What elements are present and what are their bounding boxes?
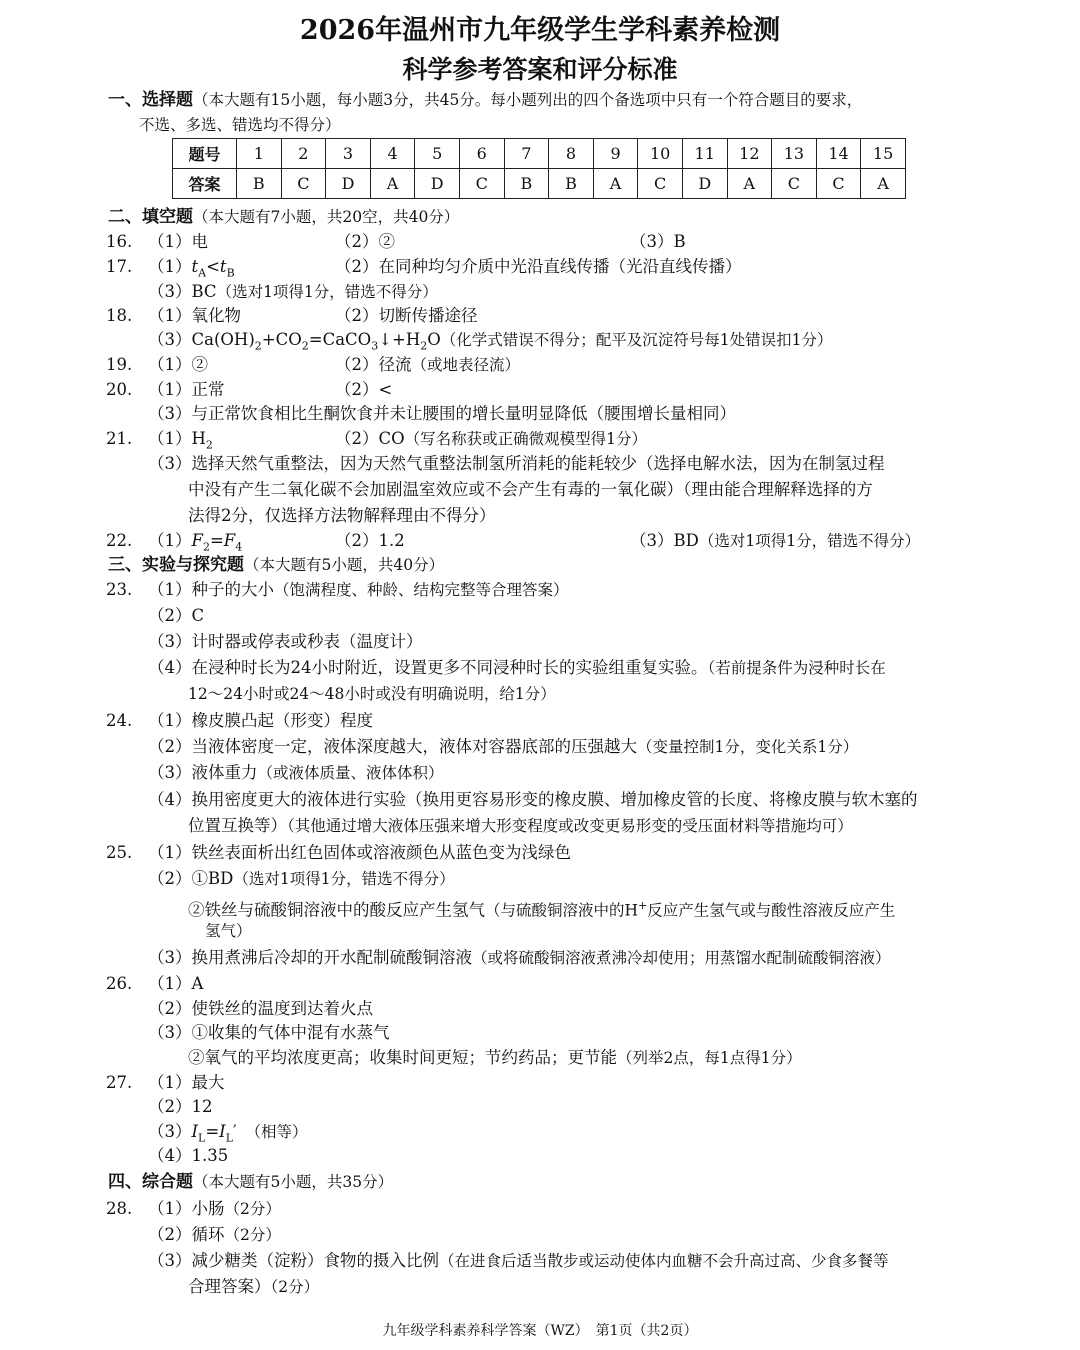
q18-answer-3: $(3)Ca(OH)_2+CO_2=CaCO_3↓+H_2O$（化学式错误不得分；配平及沉淀符号每1处错误扣1分）: [148, 330, 833, 353]
q16-answer-2: （2）②: [335, 232, 395, 251]
q24-answer-4-cont: 位置互换等）（其他通过增大液体压强来增大形变程度或改变更易形变的受压面材料等措施均可）: [188, 816, 853, 835]
q27-answer-1: （1）最大: [148, 1073, 225, 1092]
q19-answer-2: （2）径流（或地表径流）: [335, 355, 521, 374]
q28-answer-3: （3）减少糖类（淀粉）食物的摄入比例（在进食后适当散步或运动使体内血糖不会升高过高、少食多餐等: [148, 1251, 889, 1270]
question-number-cell: 14: [816, 139, 861, 169]
q19-answer-1: （1）②: [148, 355, 208, 374]
q22-answer-1: $(1)F_2=F_4$: [148, 531, 243, 554]
q16-answer-1: （1）电: [148, 232, 208, 251]
q20-answer-2: （2）<: [335, 380, 393, 399]
q28-answer-2: （2）循环（2分）: [148, 1225, 281, 1244]
answer-cell: A: [727, 169, 772, 199]
q26-answer-3b: ②氧气的平均浓度更高；收集时间更短；节约药品；更节能（列举2点，每1点得1分）: [188, 1048, 802, 1067]
answer-cell: D: [326, 169, 371, 199]
q22-answer-3: （3）BD（选对1项得1分，错选不得分）: [630, 531, 921, 550]
answer-cell: C: [638, 169, 683, 199]
q25-answer-2b-cont: 氢气）: [205, 922, 252, 940]
q27-answer-4: （4）1.35: [148, 1146, 229, 1165]
section1-header: 一、选择题（本大题有15小题，每小题3分，共45分。每小题列出的四个备选项中只有一个符合题目的要求，: [108, 90, 863, 110]
q21-answer-1: $(1)H_2$: [148, 429, 213, 452]
question-number: 19.: [106, 355, 133, 374]
q24-answer-3: （3）液体重力（或液体质量、液体体积）: [148, 763, 444, 782]
q23-answer-4-cont: 12～24小时或24～48小时或没有明确说明，给1分）: [188, 685, 556, 703]
q16-answer-3: （3）B: [630, 232, 686, 251]
page-title: 2026年温州市九年级学生学科素养检测: [299, 15, 781, 46]
q22-answer-2: （2）1.2: [335, 531, 405, 550]
q23-answer-4: （4）在浸种时长为24小时附近，设置更多不同浸种时长的实验组重复实验。（若前提条件为浸种时长在: [148, 658, 886, 677]
q25-answer-2b: ②铁丝与硫酸铜溶液中的酸反应产生氢气（与硫酸铜溶液中的H+反应产生氢气或与酸性溶液反应产生: [188, 899, 896, 920]
q28-answer-1: （1）小肠（2分）: [148, 1199, 281, 1218]
question-number: 28.: [106, 1199, 133, 1218]
section2-header: 二、填空题（本大题有7小题，共20空，共40分）: [108, 207, 460, 227]
question-number-cell: 9: [593, 139, 638, 169]
section1-note-cont: 不选、多选、错选均不得分）: [139, 116, 341, 134]
question-number: 16.: [106, 232, 133, 251]
q20-answer-3: （3）与正常饮食相比生酮饮食并未让腰围的增长量明显降低（腰围增长量相同）: [148, 404, 736, 423]
question-number: 17.: [106, 257, 133, 276]
q28-answer-3-cont: 合理答案）（2分）: [188, 1277, 320, 1296]
answer-cell: C: [459, 169, 504, 199]
question-number-cell: 13: [772, 139, 817, 169]
question-number-cell: 5: [415, 139, 460, 169]
page-subtitle: 科学参考答案和评分标准: [402, 55, 678, 84]
q27-answer-2: （2）12: [148, 1097, 213, 1116]
question-number-cell: 11: [682, 139, 727, 169]
answer-cell: B: [504, 169, 549, 199]
q26-answer-3: （3）①收集的气体中混有水蒸气: [148, 1023, 390, 1042]
answer-cell: B: [549, 169, 594, 199]
table-header-cell: 答案: [173, 169, 237, 199]
question-number-cell: 15: [861, 139, 906, 169]
q21-answer-3: （3）选择天然气重整法，因为天然气重整法制氢所消耗的能耗较少（选择电解水法，因为在制氢过程: [148, 454, 885, 473]
q23-answer-1: （1）种子的大小（饱满程度、种龄、结构完整等合理答案）: [148, 580, 569, 599]
answer-cell: D: [415, 169, 460, 199]
answer-cell: C: [772, 169, 817, 199]
q23-answer-3: （3）计时器或停表或秒表（温度计）: [148, 632, 423, 651]
q26-answer-2: （2）使铁丝的温度到达着火点: [148, 999, 373, 1018]
question-number-cell: 2: [281, 139, 326, 169]
page-footer: 九年级学科素养科学答案（WZ） 第1页（共2页）: [382, 1323, 698, 1339]
answer-cell: A: [370, 169, 415, 199]
q23-answer-2: （2）C: [148, 606, 205, 625]
question-number: 18.: [106, 306, 133, 325]
answer-cell: C: [816, 169, 861, 199]
question-number-cell: 10: [638, 139, 683, 169]
q21-answer-3-cont: 法得2分，仅选择方法物解释理由不得分）: [188, 506, 496, 525]
q24-answer-4: （4）换用密度更大的液体进行实验（换用更容易形变的橡皮膜、增加橡皮管的长度、将橡皮膜与软木塞的: [148, 790, 918, 809]
answer-cell: C: [281, 169, 326, 199]
q21-answer-2: （2）CO（写名称获或正确微观模型得1分）: [335, 429, 648, 448]
question-number-cell: 4: [370, 139, 415, 169]
q17-answer-2: （2）在同种均匀介质中光沿直线传播（光沿直线传播）: [335, 257, 742, 276]
table-header-cell: 题号: [173, 139, 237, 169]
q24-answer-1: （1）橡皮膜凸起（形变）程度: [148, 711, 373, 730]
answer-cell: A: [593, 169, 638, 199]
question-number-cell: 6: [459, 139, 504, 169]
answer-table: [172, 138, 906, 199]
question-number: 24.: [106, 711, 133, 730]
question-number-cell: 7: [504, 139, 549, 169]
question-number-cell: 1: [237, 139, 282, 169]
question-number: 27.: [106, 1073, 133, 1092]
q24-answer-2: （2）当液体密度一定，液体深度越大，液体对容器底部的压强越大（变量控制1分，变化关系1分）: [148, 737, 859, 756]
question-number: 20.: [106, 380, 133, 399]
q17-answer-3: （3）BC（选对1项得1分，错选不得分）: [148, 282, 438, 301]
question-number: 26.: [106, 974, 133, 993]
answer-cell: D: [682, 169, 727, 199]
q21-answer-3-cont: 中没有产生二氧化碳不会加剧温室效应或不会产生有毒的一氧化碳）（理由能合理解释选择的方: [188, 480, 873, 499]
q18-answer-1: （1）氧化物: [148, 306, 241, 325]
q27-answer-3: $(3)I_L=I_L'$ （相等）: [148, 1122, 308, 1145]
question-number: 22.: [106, 531, 133, 550]
answer-cell: A: [861, 169, 906, 199]
question-number-cell: 3: [326, 139, 371, 169]
question-number: 21.: [106, 429, 133, 448]
section3-header: 三、实验与探究题（本大题有5小题，共40分）: [108, 555, 445, 575]
table-row: [173, 169, 906, 199]
q18-answer-2: （2）切断传播途径: [335, 306, 478, 325]
q25-answer-3: （3）换用煮沸后冷却的开水配制硫酸铜溶液（或将硫酸铜溶液煮沸冷却使用；用蒸馏水配制硫酸铜溶液）: [148, 948, 891, 967]
q26-answer-1: （1）A: [148, 974, 204, 993]
answer-cell: B: [237, 169, 282, 199]
q17-answer-1: $(1)t_A<t_B$: [148, 257, 235, 280]
section4-header: 四、综合题（本大题有5小题，共35分）: [108, 1172, 394, 1192]
q25-answer-2: （2）①BD（选对1项得1分，错选不得分）: [148, 869, 455, 888]
table-row: [173, 139, 906, 169]
question-number: 25.: [106, 843, 133, 862]
q25-answer-1: （1）铁丝表面析出红色固体或溶液颜色从蓝色变为浅绿色: [148, 843, 571, 862]
question-number: 23.: [106, 580, 133, 599]
question-number-cell: 12: [727, 139, 772, 169]
question-number-cell: 8: [549, 139, 594, 169]
q20-answer-1: （1）正常: [148, 380, 225, 399]
